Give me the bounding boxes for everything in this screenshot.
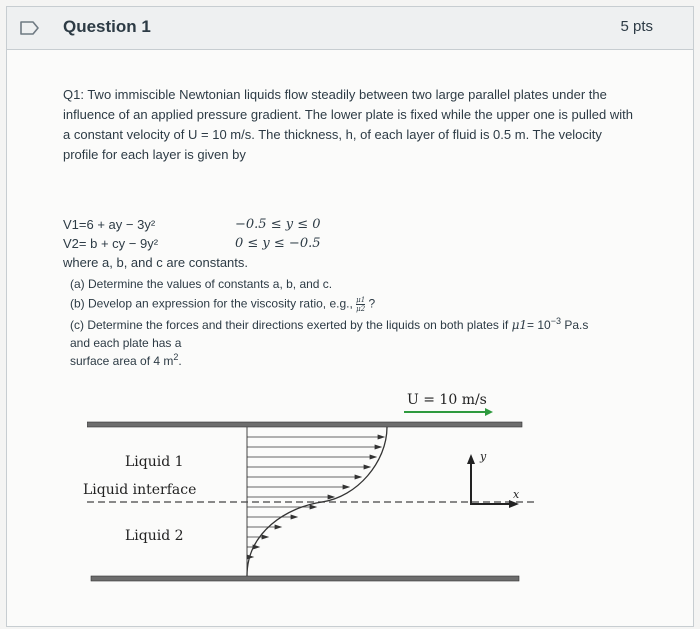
question-paragraph-2: profile for each layer is given by xyxy=(63,147,246,162)
question-points: 5 pts xyxy=(620,18,653,35)
fraction-numerator: μ1 xyxy=(356,296,366,304)
part-c-exponent: −3 xyxy=(550,316,561,326)
question-card xyxy=(6,6,694,627)
question-paragraph-1: Q1: Two immiscible Newtonian liquids flow steadily between two large parallel plates under the influence of an applied pressure gradient. The lower plate is fixed while the upper one is pulled with a constant velocity of U = 10 m/s. The thickness, h, of each layer of fluid is 0.5 m. The velocity xyxy=(63,87,633,142)
fraction-denominator: μ2 xyxy=(356,305,366,313)
interface-label: Liquid interface xyxy=(83,482,197,498)
viscosity-ratio-fraction xyxy=(356,296,365,313)
x-axis-label: x xyxy=(513,488,520,501)
part-b-text: (b) Develop an expression for the viscosity ratio, e.g., xyxy=(70,296,353,311)
question-header xyxy=(7,7,693,50)
part-c-area-end: . xyxy=(178,354,182,368)
part-c-text: (c) Determine the forces and their directions exerted by the liquids on both plates if xyxy=(70,318,509,332)
part-c-line-3 xyxy=(70,354,182,368)
equation-v1-expression: V1=6 + ay − 3y² xyxy=(63,217,156,232)
upper-plate xyxy=(87,422,522,427)
x-axis-arrowhead xyxy=(509,500,519,508)
part-c-unit: Pa.s xyxy=(564,318,589,332)
part-c-line-2: and each plate has a xyxy=(70,336,182,350)
y-axis-arrowhead xyxy=(467,454,475,464)
equation-v2-range: 0 ≤ y ≤ −0.5 xyxy=(235,236,321,251)
part-c-equals: = 10 xyxy=(527,318,551,332)
equation-v2 xyxy=(63,236,158,251)
equation-v2-expression: V2= b + cy − 9y² xyxy=(63,236,159,251)
liquid-1-label: Liquid 1 xyxy=(125,454,184,470)
part-c-area: surface area of 4 m xyxy=(70,354,174,368)
flow-diagram xyxy=(83,392,607,592)
part-c-mu: μ1 xyxy=(511,318,528,332)
question-body xyxy=(63,85,633,165)
part-c-area-sup: 2 xyxy=(173,352,179,362)
constants-note: where a, b, and c are constants. xyxy=(63,255,248,270)
velocity-arrowhead xyxy=(485,408,493,416)
equation-v1 xyxy=(63,217,155,232)
velocity-label: U = 10 m/s xyxy=(407,392,487,408)
part-a: (a) Determine the values of constants a, b, and c. xyxy=(70,277,333,291)
liquid-2-label: Liquid 2 xyxy=(125,528,184,544)
flag-icon[interactable] xyxy=(19,19,41,37)
y-axis-label: y xyxy=(480,450,487,463)
part-c xyxy=(70,318,690,332)
part-b xyxy=(70,296,375,313)
question-title: Question 1 xyxy=(63,17,151,36)
equation-v1-range: −0.5 ≤ y ≤ 0 xyxy=(235,217,321,232)
lower-plate xyxy=(91,576,519,581)
profile-arrows xyxy=(247,435,384,559)
part-b-end: ? xyxy=(368,296,376,311)
